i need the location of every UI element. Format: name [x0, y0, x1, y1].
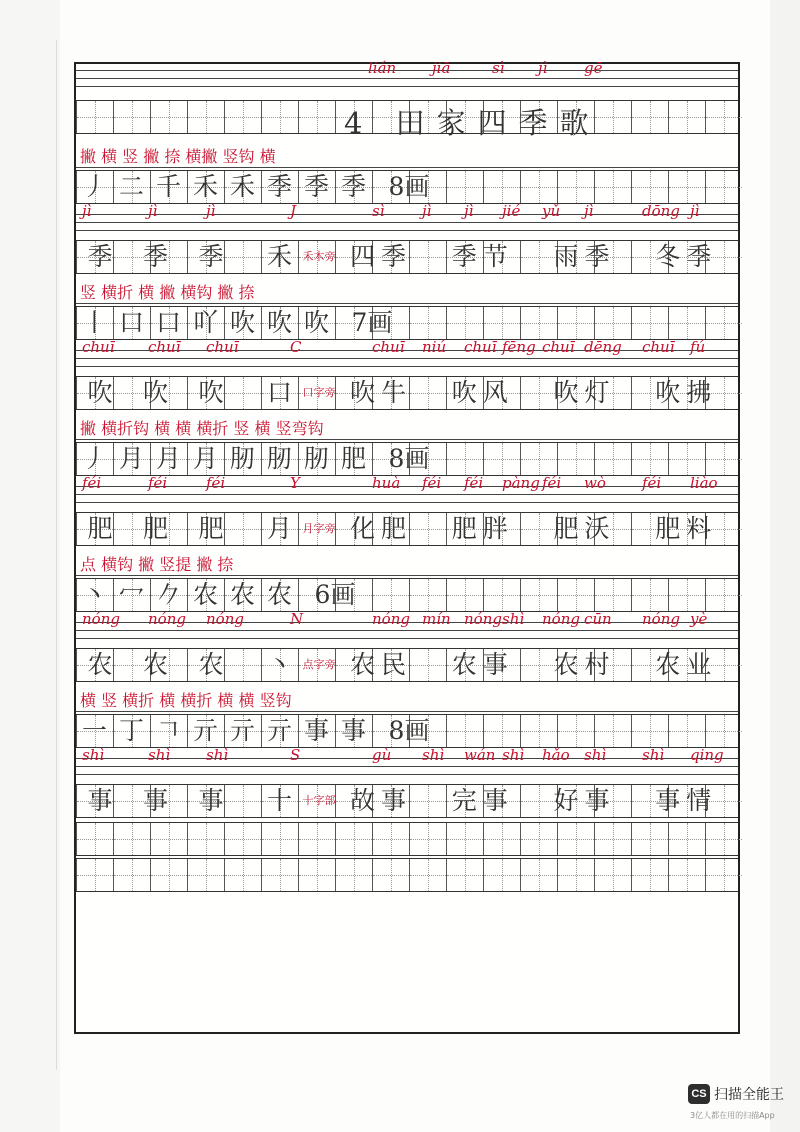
- radical: 禾: [266, 242, 292, 271]
- grid-cell: [335, 859, 372, 891]
- pinyin-syllable: shì: [82, 746, 105, 764]
- pinyin-syllable: shì: [584, 746, 607, 764]
- pinyin-syllable: yǔ: [542, 202, 561, 220]
- pinyin-syllable: Y: [290, 474, 300, 492]
- grid-cell: [520, 823, 557, 855]
- grid-cell: [705, 307, 742, 339]
- stroke-step: 丁: [118, 716, 144, 745]
- stroke-step: 农: [192, 580, 218, 609]
- grid-cell: [187, 823, 224, 855]
- grid-cell: [520, 715, 557, 747]
- title-pinyin-1: jiā: [432, 59, 451, 77]
- stroke-step: 吹: [229, 308, 255, 337]
- pinyin-syllable: jì: [690, 202, 700, 220]
- grid-cell: [483, 579, 520, 611]
- stroke-step: 𠂊: [155, 580, 181, 609]
- stroke-count: 6画: [314, 580, 356, 609]
- grid-cell: [705, 171, 742, 203]
- stroke-names: 撇 横 竖 撇 捺 横撇 竖钩 横: [80, 147, 276, 166]
- pinyin-syllable: chuī: [148, 338, 181, 356]
- grid-cell: [150, 859, 187, 891]
- vocabulary-word: 农事: [451, 650, 514, 679]
- empty-grid-row: [76, 858, 738, 892]
- stroke-count: 8画: [388, 716, 430, 745]
- practice-char: 吹: [87, 378, 113, 407]
- stroke-step: 𠃍: [155, 716, 181, 745]
- pinyin-syllable: liào: [690, 474, 718, 492]
- vocabulary-word: 农民: [349, 650, 412, 679]
- grid-cell: [557, 171, 594, 203]
- stroke-step: 月: [155, 444, 181, 473]
- grid-cell: [557, 823, 594, 855]
- grid-cell: [224, 859, 261, 891]
- stroke-names-line: [76, 550, 738, 576]
- stroke-step: 亓: [229, 716, 255, 745]
- radical-note: 点字旁: [302, 658, 336, 671]
- practice-char: 肥: [198, 514, 224, 543]
- grid-cell: [298, 101, 335, 133]
- stroke-step: 季: [303, 172, 329, 201]
- grid-cell: [187, 101, 224, 133]
- grid-cell: [705, 443, 742, 475]
- grid-cell: [520, 307, 557, 339]
- grid-cell: [668, 859, 705, 891]
- pinyin-syllable: jì: [148, 202, 158, 220]
- practice-char: 肥: [142, 514, 168, 543]
- grid-cell: [409, 859, 446, 891]
- pinyin-syllable: shì: [502, 610, 525, 628]
- stroke-names-line: [76, 686, 738, 712]
- grid-cell: [668, 823, 705, 855]
- vocabulary-word: 雨季: [553, 242, 616, 271]
- stroke-step: 月: [192, 444, 218, 473]
- pinyin-syllable: shì: [206, 746, 229, 764]
- grid-cell: [668, 443, 705, 475]
- pinyin-rule: [76, 502, 738, 503]
- practice-char: 农: [87, 650, 113, 679]
- grid-cell: [483, 443, 520, 475]
- radical: 月: [266, 514, 292, 543]
- pinyin-syllable: S: [290, 746, 301, 764]
- stroke-step: 吹: [266, 308, 292, 337]
- grid-cell: [261, 823, 298, 855]
- practice-char: 季: [87, 242, 113, 271]
- pinyin-syllable: cūn: [584, 610, 612, 628]
- grid-cell: [705, 859, 742, 891]
- stroke-names-line: [76, 142, 738, 168]
- pinyin-syllable: nóng: [148, 610, 186, 628]
- stroke-step: 丶: [81, 580, 107, 609]
- stroke-step: 季: [340, 172, 366, 201]
- vocabulary-word: 四季: [349, 242, 412, 271]
- vocabulary-word: 完事: [451, 786, 514, 815]
- vocabulary-word: 农村: [553, 650, 616, 679]
- pinyin-rule: [76, 366, 738, 367]
- grid-cell: [594, 715, 631, 747]
- pinyin-syllable: nóng: [206, 610, 244, 628]
- pinyin-syllable: dōng: [642, 202, 680, 220]
- stroke-step: 农: [266, 580, 292, 609]
- stroke-count: 8画: [388, 172, 430, 201]
- grid-cell: [631, 715, 668, 747]
- grid-cell: [446, 823, 483, 855]
- pinyin-syllable: féi: [422, 474, 442, 492]
- grid-cell: [594, 307, 631, 339]
- vocabulary-word: 吹拂: [655, 378, 718, 407]
- title-pinyin-3: jì: [538, 59, 548, 77]
- grid-cell: [261, 101, 298, 133]
- grid-cell: [557, 715, 594, 747]
- grid-cell: [520, 859, 557, 891]
- grid-cell: [631, 307, 668, 339]
- vocabulary-word: 农业: [655, 650, 718, 679]
- pinyin-syllable: shì: [422, 746, 445, 764]
- pinyin-syllable: J: [290, 202, 297, 220]
- practice-char: 农: [198, 650, 224, 679]
- practice-row: [76, 240, 738, 274]
- stroke-step: 月: [118, 444, 144, 473]
- grid-cell: [668, 101, 705, 133]
- radical-note: 禾木旁: [302, 250, 336, 263]
- pinyin-syllable: féi: [148, 474, 168, 492]
- pinyin-text: [76, 202, 738, 230]
- pinyin-syllable: hǎo: [542, 746, 570, 764]
- pinyin-syllable: jì: [82, 202, 92, 220]
- practice-char: 事: [142, 786, 168, 815]
- grid-cell: [335, 823, 372, 855]
- pinyin-syllable: nóng: [82, 610, 120, 628]
- pinyin-syllable: nóng: [464, 610, 502, 628]
- radical: 口: [266, 378, 292, 407]
- grid-cell: [594, 823, 631, 855]
- grid-cell: [557, 859, 594, 891]
- grid-cell: [520, 171, 557, 203]
- pinyin-syllable: fēng: [502, 338, 536, 356]
- grid-cell: [594, 579, 631, 611]
- grid-cell: [113, 823, 150, 855]
- stroke-step: 丿: [81, 172, 107, 201]
- pinyin-line: [76, 202, 738, 236]
- grid-cell: [372, 579, 409, 611]
- pinyin-syllable: jì: [206, 202, 216, 220]
- grid-cell: [705, 823, 742, 855]
- pinyin-syllable: wò: [584, 474, 606, 492]
- grid-cell: [372, 823, 409, 855]
- pinyin-syllable: chuī: [372, 338, 405, 356]
- grid-cell: [446, 715, 483, 747]
- pinyin-rule: [76, 774, 738, 775]
- vocabulary-word: 事情: [655, 786, 718, 815]
- practice-row: [76, 784, 738, 818]
- stroke-names-line: [76, 414, 738, 440]
- grid-cell: [261, 859, 298, 891]
- stroke-count: 7画: [351, 308, 393, 337]
- vocabulary-word: 吹风: [451, 378, 514, 407]
- pinyin-syllable: wán: [464, 746, 496, 764]
- grid-cell: [594, 443, 631, 475]
- grid-cell: [224, 823, 261, 855]
- grid-cell: [483, 715, 520, 747]
- pinyin-text: [76, 610, 738, 638]
- grid-cell: [113, 101, 150, 133]
- grid-cell: [557, 443, 594, 475]
- grid-cell: [483, 171, 520, 203]
- grid-cell: [298, 823, 335, 855]
- camscanner-logo-icon: CS: [688, 1084, 710, 1104]
- pinyin-rule: [76, 638, 738, 639]
- pinyin-syllable: yè: [690, 610, 708, 628]
- vocabulary-word: 肥料: [655, 514, 718, 543]
- title-pinyin-0: lián: [368, 59, 397, 77]
- grid-cell: [668, 307, 705, 339]
- grid-cell: [76, 101, 113, 133]
- stroke-step: 千: [155, 172, 181, 201]
- pinyin-syllable: shì: [148, 746, 171, 764]
- pinyin-syllable: gù: [372, 746, 392, 764]
- grid-cell: [446, 443, 483, 475]
- stroke-order-row: [76, 578, 738, 612]
- stroke-order-row: [76, 170, 738, 204]
- grid-cell: [224, 101, 261, 133]
- grid-cell: [446, 307, 483, 339]
- pinyin-syllable: N: [290, 610, 304, 628]
- pinyin-syllable: féi: [542, 474, 562, 492]
- radical: 十: [266, 786, 292, 815]
- grid-cell: [557, 307, 594, 339]
- grid-cell: [113, 859, 150, 891]
- stroke-step: 禾: [229, 172, 255, 201]
- stroke-order-row: [76, 714, 738, 748]
- practice-row: [76, 648, 738, 682]
- grid-cell: [483, 307, 520, 339]
- pinyin-line: [76, 474, 738, 508]
- stroke-step: 事: [303, 716, 329, 745]
- practice-row: [76, 376, 738, 410]
- grid-cell: [483, 823, 520, 855]
- stroke-step: 吹: [303, 308, 329, 337]
- stroke-names-line: [76, 278, 738, 304]
- practice-char: 吹: [142, 378, 168, 407]
- grid-cell: [705, 715, 742, 747]
- grid-cell: [372, 859, 409, 891]
- title-pinyin-4: gē: [584, 59, 603, 77]
- pinyin-syllable: jì: [584, 202, 594, 220]
- grid-cell: [557, 579, 594, 611]
- stroke-step: 冖: [118, 580, 144, 609]
- stroke-step: 农: [229, 580, 255, 609]
- practice-char: 事: [198, 786, 224, 815]
- watermark-tagline: 3亿人都在用的扫描App: [690, 1111, 775, 1120]
- stroke-step: 肕: [229, 444, 255, 473]
- stroke-step: 亓: [192, 716, 218, 745]
- pinyin-rule: [76, 230, 738, 231]
- grid-cell: [520, 579, 557, 611]
- stroke-step: 肥: [340, 444, 366, 473]
- grid-cell: [76, 859, 113, 891]
- vocabulary-word: 化肥: [349, 514, 412, 543]
- pinyin-syllable: shì: [502, 746, 525, 764]
- pinyin-syllable: chuī: [82, 338, 115, 356]
- grid-cell: [705, 101, 742, 133]
- practice-char: 农: [142, 650, 168, 679]
- grid-cell: [631, 171, 668, 203]
- grid-cell: [631, 579, 668, 611]
- stroke-step: 季: [266, 172, 292, 201]
- grid-cell: [150, 101, 187, 133]
- radical-note: 口字旁: [302, 386, 336, 399]
- grid-cell: [187, 859, 224, 891]
- lesson-title: 4 田家四季歌: [344, 106, 601, 140]
- grid-cell: [76, 823, 113, 855]
- watermark-app-name: 扫描全能王: [714, 1087, 784, 1103]
- empty-grid-row: [76, 822, 738, 856]
- pinyin-syllable: chuī: [464, 338, 497, 356]
- writing-sheet: [74, 59, 740, 1034]
- vocabulary-word: 肥胖: [451, 514, 514, 543]
- vocabulary-word: 吹牛: [349, 378, 412, 407]
- radical: 丶: [266, 650, 292, 679]
- pinyin-syllable: dēng: [584, 338, 622, 356]
- pinyin-line: [76, 610, 738, 644]
- pinyin-line: [76, 746, 738, 780]
- stroke-step: 事: [340, 716, 366, 745]
- pinyin-syllable: nóng: [542, 610, 580, 628]
- pinyin-syllable: chuī: [642, 338, 675, 356]
- stroke-names: 竖 横折 横 撇 横钩 撇 捺: [80, 283, 255, 302]
- vocabulary-word: 季节: [451, 242, 514, 271]
- stroke-step: 口: [118, 308, 144, 337]
- grid-cell: [446, 171, 483, 203]
- grid-cell: [520, 443, 557, 475]
- pinyin-syllable: shì: [642, 746, 665, 764]
- grid-cell: [409, 307, 446, 339]
- practice-char: 事: [87, 786, 113, 815]
- pinyin-syllable: mín: [422, 610, 451, 628]
- pinyin-syllable: chuī: [542, 338, 575, 356]
- grid-cell: [705, 579, 742, 611]
- radical-note: 月字旁: [302, 522, 336, 535]
- pinyin-syllable: sì: [372, 202, 385, 220]
- vocabulary-word: 肥沃: [553, 514, 616, 543]
- grid-cell: [631, 443, 668, 475]
- grid-cell: [631, 823, 668, 855]
- stroke-step: 二: [118, 172, 144, 201]
- grid-cell: [668, 171, 705, 203]
- title-pinyin-2: sì: [492, 59, 505, 77]
- grid-cell: [631, 859, 668, 891]
- stroke-step: 一: [81, 716, 107, 745]
- stroke-order-row: [76, 442, 738, 476]
- stroke-names: 横 竖 横折 横 横折 横 横 竖钩: [80, 691, 292, 710]
- pinyin-syllable: qing: [690, 746, 724, 764]
- vocabulary-word: 故事: [349, 786, 412, 815]
- vocabulary-word: 好事: [553, 786, 616, 815]
- pinyin-syllable: C: [290, 338, 302, 356]
- grid-cell: [409, 579, 446, 611]
- grid-cell: [668, 715, 705, 747]
- radical-note: 十字部: [302, 794, 336, 807]
- pinyin-syllable: chuī: [206, 338, 239, 356]
- title-grid-row: [76, 100, 738, 140]
- stroke-count: 8画: [388, 444, 430, 473]
- stroke-step: 肕: [303, 444, 329, 473]
- pinyin-syllable: féi: [642, 474, 662, 492]
- grid-cell: [631, 101, 668, 133]
- pinyin-text: [76, 746, 738, 774]
- practice-char: 季: [142, 242, 168, 271]
- pinyin-syllable: pàng: [502, 474, 540, 492]
- vocabulary-word: 冬季: [655, 242, 718, 271]
- pinyin-syllable: féi: [464, 474, 484, 492]
- stroke-step: 肕: [266, 444, 292, 473]
- grid-cell: [668, 579, 705, 611]
- grid-cell: [298, 859, 335, 891]
- grid-cell: [594, 171, 631, 203]
- grid-cell: [446, 859, 483, 891]
- grid-cell: [594, 859, 631, 891]
- grid-cell: [150, 823, 187, 855]
- practice-char: 吹: [198, 378, 224, 407]
- pinyin-text: [76, 474, 738, 502]
- pinyin-line: [76, 338, 738, 372]
- practice-char: 季: [198, 242, 224, 271]
- pinyin-syllable: fú: [690, 338, 706, 356]
- stroke-step: 禾: [192, 172, 218, 201]
- pinyin-syllable: nóng: [642, 610, 680, 628]
- grid-cell: [409, 823, 446, 855]
- stroke-step: 丿: [81, 444, 107, 473]
- stroke-step: 口: [155, 308, 181, 337]
- pinyin-syllable: féi: [82, 474, 102, 492]
- practice-row: [76, 512, 738, 546]
- title-pinyin-row: [76, 59, 738, 94]
- grid-cell: [483, 859, 520, 891]
- pinyin-syllable: jì: [422, 202, 432, 220]
- pinyin-syllable: niú: [422, 338, 447, 356]
- stroke-step: 丨: [81, 308, 107, 337]
- stroke-order-row: [76, 306, 738, 340]
- pinyin-syllable: jié: [502, 202, 521, 220]
- practice-char: 肥: [87, 514, 113, 543]
- stroke-step: 吖: [192, 308, 218, 337]
- pinyin-syllable: nóng: [372, 610, 410, 628]
- pinyin-syllable: féi: [206, 474, 226, 492]
- vocabulary-word: 吹灯: [553, 378, 616, 407]
- pinyin-syllable: jì: [464, 202, 474, 220]
- stroke-names: 撇 横折钩 横 横 横折 竖 横 竖弯钩: [80, 419, 324, 438]
- stroke-names: 点 横钩 撇 竖提 撇 捺: [80, 555, 234, 574]
- grid-cell: [446, 579, 483, 611]
- stroke-step: 亓: [266, 716, 292, 745]
- pinyin-text: [76, 338, 738, 366]
- pinyin-syllable: huà: [372, 474, 401, 492]
